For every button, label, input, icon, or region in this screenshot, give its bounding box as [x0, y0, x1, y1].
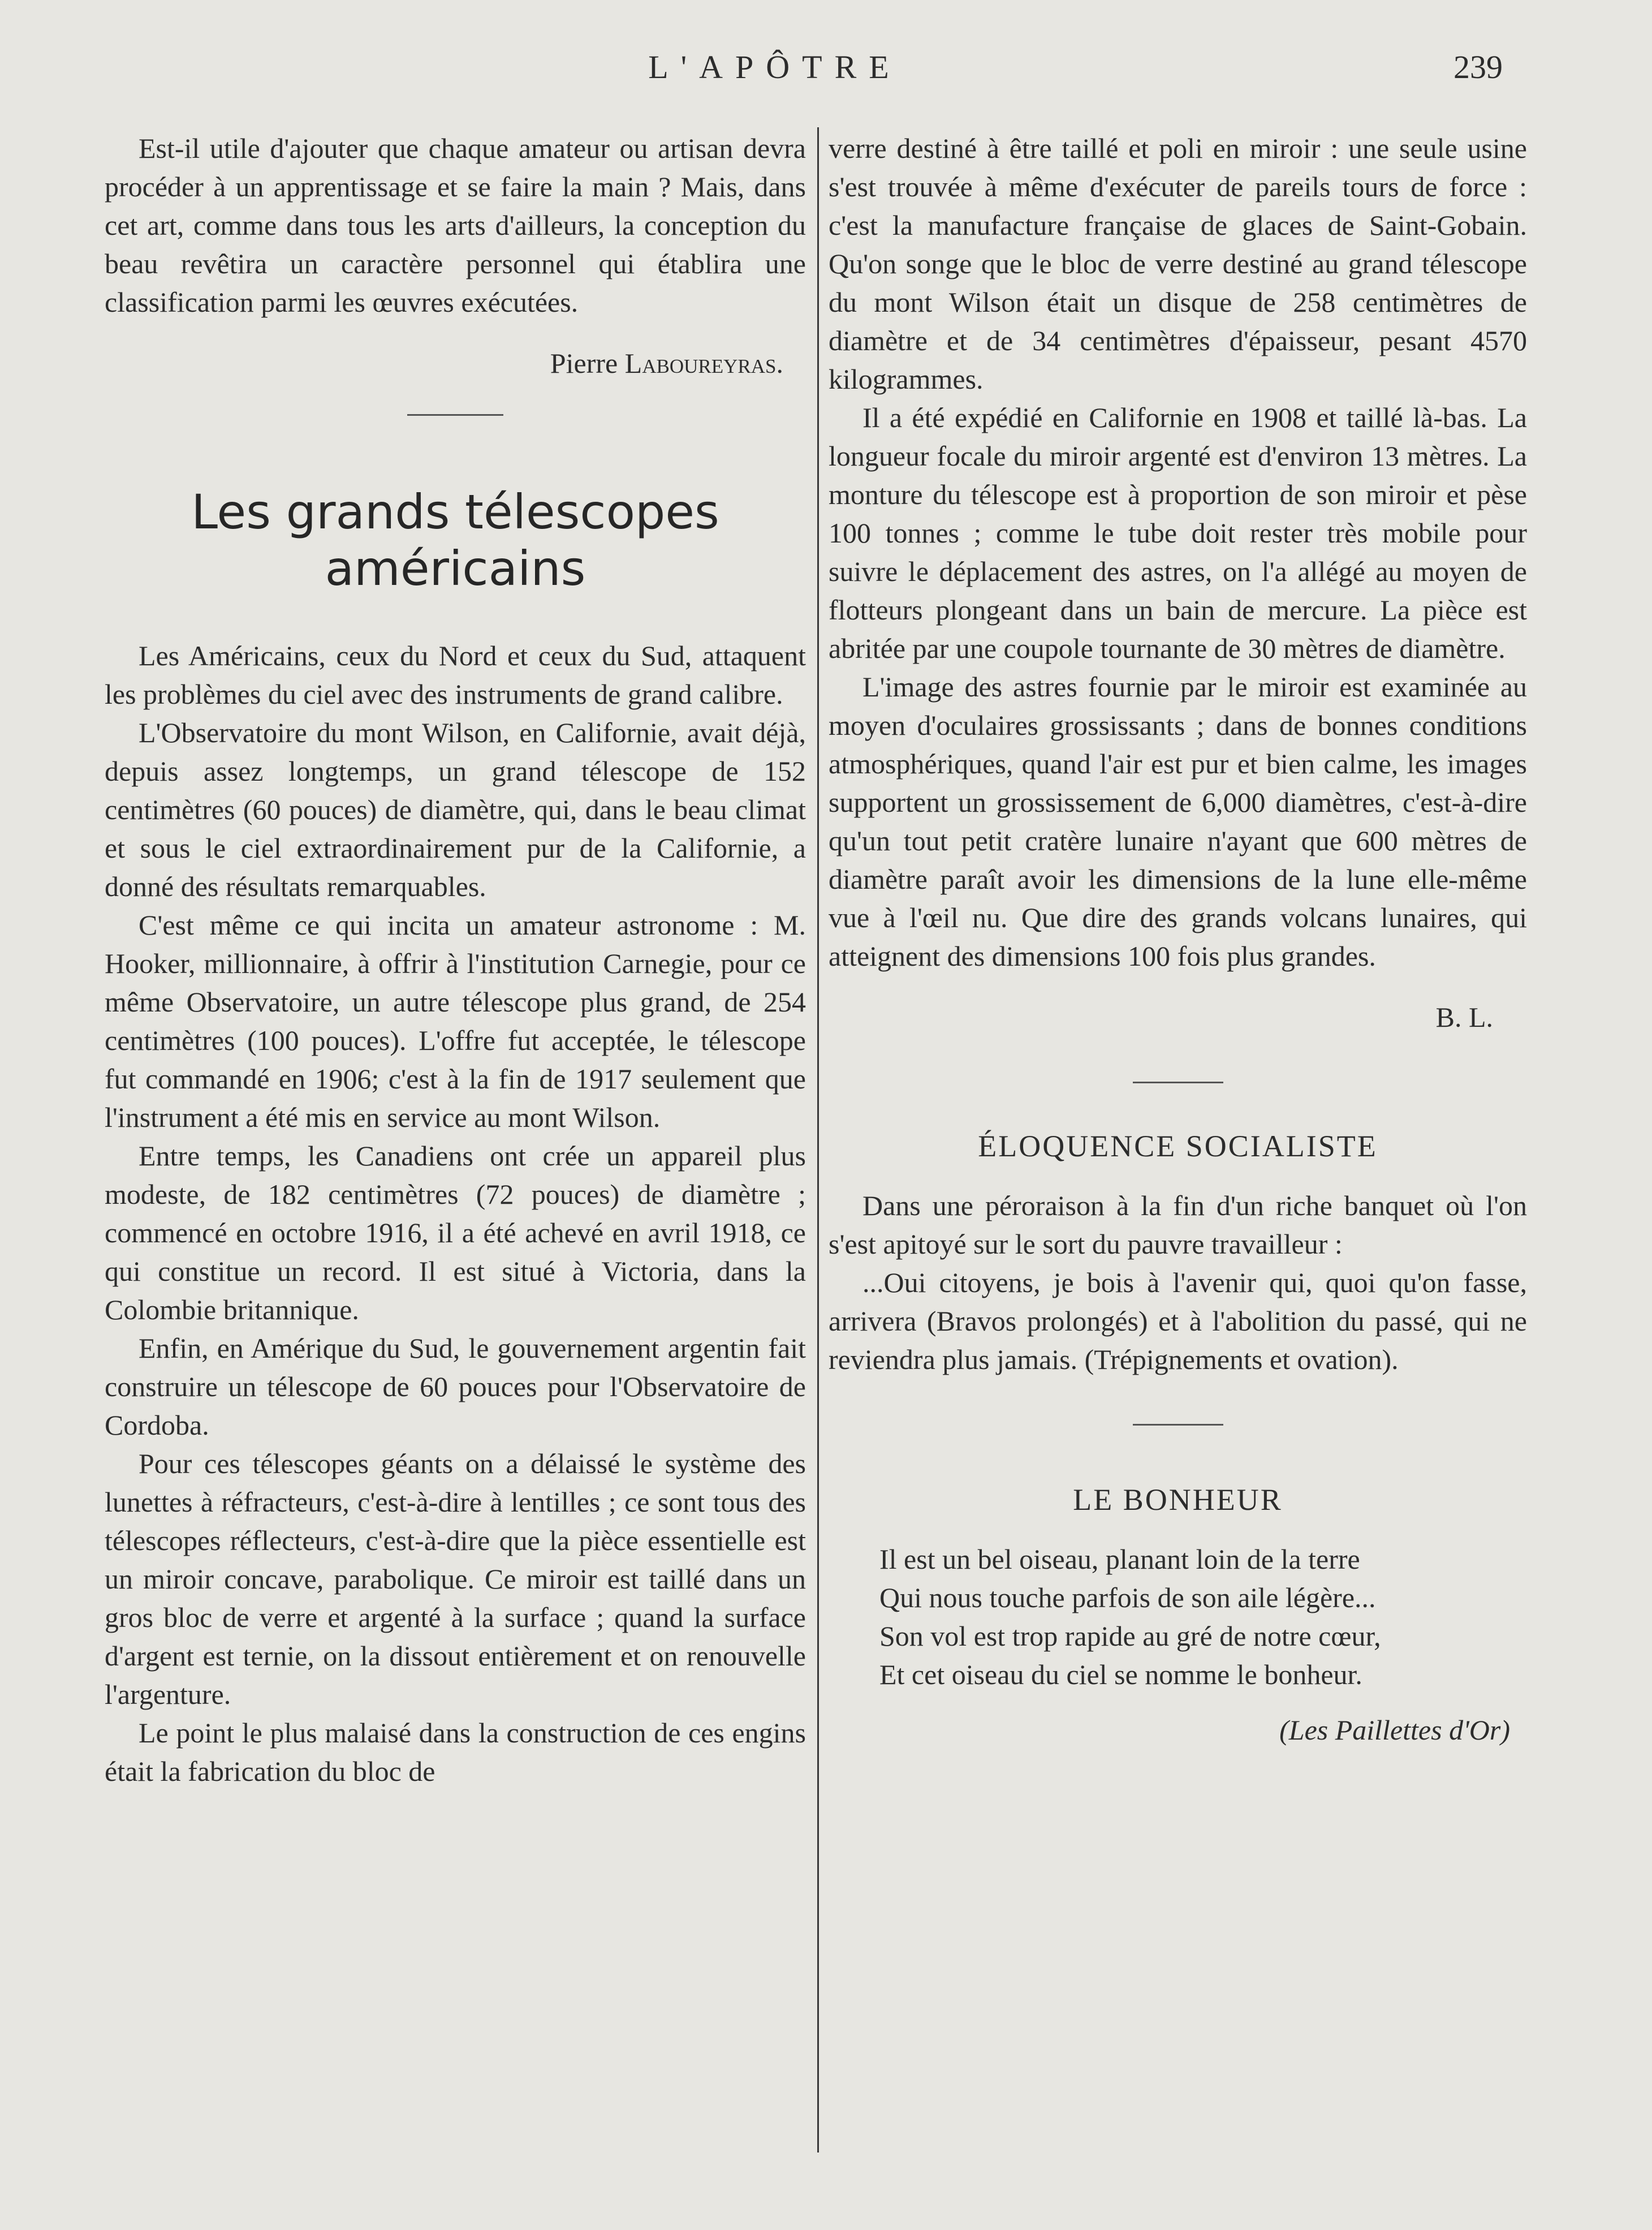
running-title: L'APÔTRE	[648, 49, 902, 85]
body-paragraph: Il a été expédié en Californie en 1908 et taillé là-bas. La longueur focale du miroir argenté est d'environ 13 mètres. La monture du télescope est à proportion de son miroir et pèse 100 tonnes ; comme le tube doit rester très mobile pour suivre le déplacement des astres, on l'a allégé au moyen de flotteurs plongeant dans un bain de mercure. La pièce est abritée par une coupole tournante de 30 mètres de diamètre.	[829, 402, 1527, 664]
body-paragraph: Enfin, en Amérique du Sud, le gouvernement argentin fait construire un télescope de 60 pouces pour l'Observatoire de Cordoba.	[105, 1332, 806, 1441]
body-paragraph: Les Américains, ceux du Nord et ceux du Sud, attaquent les problèmes du ciel avec des instruments de grand calibre.	[105, 640, 806, 710]
section-divider	[1133, 1424, 1223, 1426]
poem-line: Son vol est trop rapide au gré de notre cœur,	[879, 1620, 1381, 1652]
poem-credit: (Les Paillettes d'Or)	[1279, 1714, 1510, 1746]
poem-line: Qui nous touche parfois de son aile légère...	[879, 1582, 1376, 1613]
page-number: 239	[1453, 49, 1503, 85]
page-header	[0, 48, 1652, 93]
eloquence-title: ÉLOQUENCE SOCIALISTE	[978, 1129, 1378, 1163]
body-paragraph: Pour ces télescopes géants on a délaissé le système des lunettes à réfracteurs, c'est-à-dire à lentilles ; ce sont tous des télescopes réflecteurs, c'est-à-dire que la pièce essentielle est un miroir concave, parabolique. Ce miroir est taillé dans un gros bloc de verre et argenté à la surface ; quand la surface d'argent est ternie, on la dissout entièrement et on renouvelle l'argenture.	[105, 1448, 806, 1710]
body-paragraph: Entre temps, les Canadiens ont crée un appareil plus modeste, de 182 centimètres (72 pouces) de diamètre ; commencé en octobre 1916, il a été achevé en avril 1918, ce qui constitue un record. Il est situé à Victoria, dans la Colombie britannique.	[105, 1140, 806, 1325]
body-paragraph: verre destiné à être taillé et poli en miroir : une seule usine s'est trouvée à même d'exécuter de pareils tours de force : c'est la manufacture française de glaces de Saint-Gobain. Qu'on songe que le bloc de verre destiné au grand télescope du mont Wilson était un disque de 258 centimètres de diamètre et de 34 centimètres d'épaisseur, pesant 4570 kilogrammes.	[829, 132, 1527, 395]
poem	[829, 1540, 1527, 1694]
intro-paragraph: Est-il utile d'ajouter que chaque amateur ou artisan devra procéder à un apprentissage et se faire la main ? Mais, dans cet art, comme dans tous les arts d'ailleurs, la conception du beau revêtira un caractère personnel qui établira une classification parmi les œuvres exécutées.	[105, 132, 806, 318]
body-paragraph: Le point le plus malaisé dans la construction de ces engins était la fabrication du bloc de	[105, 1717, 806, 1787]
author-signature	[105, 344, 806, 382]
signature-last-name: Laboureyras.	[624, 347, 783, 379]
poem-line: Et cet oiseau du ciel se nomme le bonheur.	[879, 1659, 1362, 1690]
right-column	[829, 129, 1527, 1749]
eloquence-quote: ...Oui citoyens, je bois à l'avenir qui, quoi qu'on fasse, arrivera (Bravos prolongés) et à l'abolition du passé, qui ne reviendra plus jamais. (Trépignements et ovation).	[829, 1267, 1527, 1375]
body-paragraph: L'image des astres fournie par le miroir est examinée au moyen d'oculaires grossissants ; dans de bonnes conditions atmosphériques, quand l'air est pur et bien calme, les images supportent un grossissement de 6,000 diamètres, c'est-à-dire qu'un tout petit cratère lunaire n'ayant que 600 mètres de diamètre paraît avoir les dimensions de la lune elle-même vue à l'œil nu. Que dire des grands volcans lunaires, qui atteignent des dimensions 100 fois plus grandes.	[829, 671, 1527, 972]
body-paragraph: C'est même ce qui incita un amateur astronome : M. Hooker, millionnaire, à offrir à l'institution Carnegie, pour ce même Observatoire, un autre télescope plus grand, de 254 centimètres (100 pouces). L'offre fut acceptée, le télescope fut commandé en 1906; c'est à la fin de 1917 seulement que l'instrument a été mis en service au mont Wilson.	[105, 909, 806, 1133]
bonheur-title: LE BONHEUR	[1073, 1483, 1283, 1517]
column-divider	[817, 127, 819, 2152]
section-divider	[1133, 1082, 1223, 1083]
article-signature: B. L.	[1435, 1001, 1493, 1033]
poem-line: Il est un bel oiseau, planant loin de la terre	[879, 1543, 1360, 1575]
article-title: Les grands télescopes américains	[191, 484, 719, 596]
eloquence-intro: Dans une péroraison à la fin d'un riche banquet où l'on s'est apitoyé sur le sort du pauvre travailleur :	[829, 1190, 1527, 1260]
section-divider	[407, 414, 503, 416]
signature-first-name: Pierre	[550, 347, 618, 379]
left-column	[105, 129, 806, 1790]
body-paragraph: L'Observatoire du mont Wilson, en Californie, avait déjà, depuis assez longtemps, un grand télescope de 152 centimètres (60 pouces) de diamètre, qui, dans le beau climat et sous le ciel extraordinairement pur de la Californie, a donné des résultats remarquables.	[105, 717, 806, 902]
